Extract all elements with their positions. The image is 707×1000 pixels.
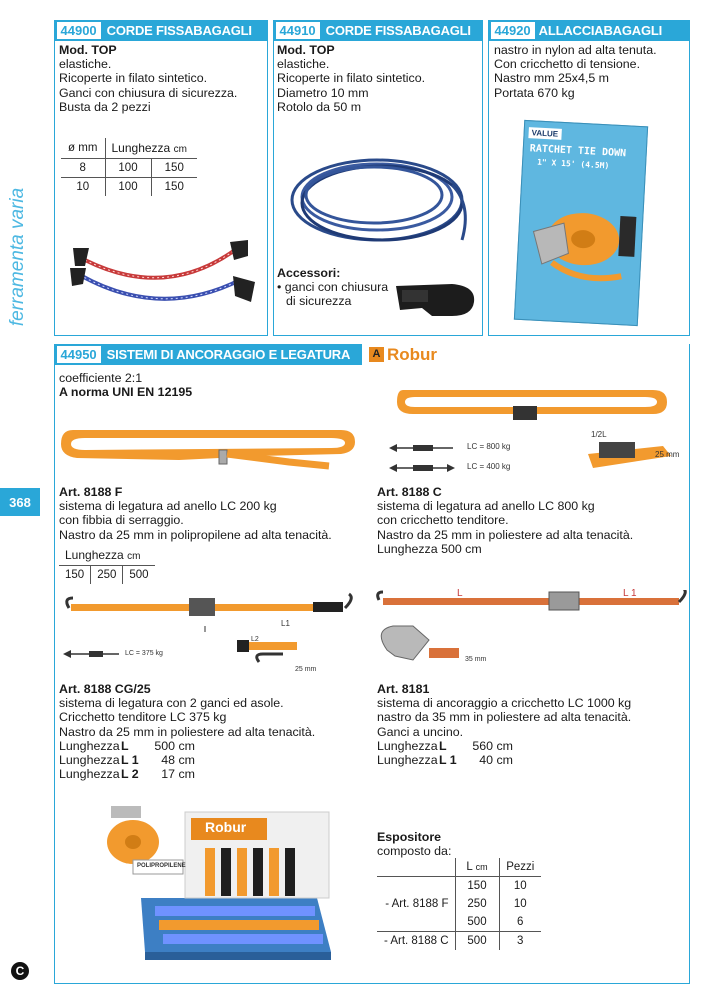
package-title: RATCHET TIE DOWN — [529, 143, 627, 160]
panel-title: SISTEMI DI ANCORAGGIO E LEGATURA — [106, 347, 351, 362]
intro — [59, 371, 192, 399]
display-box-image — [105, 802, 337, 962]
article-line: con cricchetto tenditore. — [377, 513, 509, 528]
table-row: 500 6 — [377, 913, 541, 932]
display-box-tag: POLIPROPILENE — [137, 863, 186, 869]
desc-line: Ganci con chiusura di sicurezza. — [59, 85, 238, 100]
spec-row: Lunghezza L 500 cm — [59, 738, 195, 753]
rope-coil-image — [282, 145, 478, 255]
brand-mark: C — [11, 962, 29, 980]
article-title: Art. 8181 — [377, 682, 430, 696]
article-8181 — [377, 682, 631, 767]
article-title: Art. 8188 C — [377, 485, 442, 499]
strap-8181-diagram — [373, 590, 691, 682]
article-line: sistema di legatura con 2 ganci ed asole. — [59, 696, 284, 711]
accessories-title: Accessori: — [277, 266, 341, 280]
robur-logo — [369, 345, 437, 364]
safety-hook-image — [392, 276, 480, 326]
article-line: sistema di ancoraggio a cricchetto LC 1000 kg — [377, 696, 632, 711]
panel-44920 — [488, 20, 690, 336]
article-title: Art. 8188 F — [59, 485, 123, 499]
diagram-label-width: 25 mm — [655, 450, 680, 459]
product-code: 44920 — [491, 22, 535, 39]
size-table — [61, 138, 197, 196]
panel-title: CORDE FISSABAGAGLI — [106, 23, 252, 38]
display-box-brand: Robur — [205, 819, 247, 835]
panel-44950 — [54, 344, 690, 984]
page-number: 368 — [0, 488, 40, 516]
desc-line: elastiche. — [59, 57, 112, 72]
article-8188c — [377, 485, 633, 556]
panel-header — [273, 20, 483, 41]
article-8188f — [59, 485, 332, 542]
display-title: Espositore — [377, 830, 442, 844]
package-brand: VALUE — [528, 127, 561, 140]
article-line: con fibbia di serraggio. — [59, 513, 184, 528]
panel-header — [488, 20, 690, 41]
article-line: sistema di legatura ad anello LC 200 kg — [59, 499, 277, 514]
length-header: Lunghezza cm — [65, 548, 141, 562]
desc-line: Busta da 2 pezzi — [59, 99, 151, 114]
diagram-label-l: L — [457, 588, 463, 599]
display-subtitle: composto da: — [377, 844, 452, 859]
strap-8188f-image — [59, 416, 359, 486]
table-header-length: Lunghezza cm — [111, 141, 187, 155]
desc-line: Portata 670 kg — [494, 85, 575, 100]
table-row: - Art. 8188 F 250 10 — [377, 895, 541, 913]
spec-row: Lunghezza L 1 40 cm — [377, 753, 513, 768]
side-strip — [0, 0, 40, 1000]
article-line: Nastro da 25 mm in poliestere ad alta tenacità. — [59, 724, 316, 739]
accessories-line: • ganci con chiusura — [277, 280, 389, 295]
panel-title: ALLACCIABAGAGLI — [538, 23, 663, 38]
diagram-label-half: 1/2L — [591, 430, 607, 439]
panel-header — [54, 344, 362, 365]
diagram-label-lc375: LC = 375 kg — [125, 650, 163, 657]
accessories — [277, 266, 388, 309]
desc-line: Diametro 10 mm — [277, 85, 369, 100]
article-line: sistema di legatura ad anello LC 800 kg — [377, 499, 595, 514]
product-code: 44900 — [57, 22, 101, 39]
table-row: 150 250 500 — [59, 566, 155, 585]
desc-line: elastiche. — [277, 57, 330, 72]
diagram-label-width: 25 mm — [295, 666, 317, 673]
strap-8188c-diagram — [373, 384, 691, 494]
spec-row: Lunghezza L 560 cm — [377, 738, 513, 753]
diagram-label-l1: L 1 — [623, 588, 637, 599]
table-row: 10 100 150 — [61, 178, 197, 197]
desc-line: Rotolo da 50 m — [277, 99, 362, 114]
diagram-label-l2: L2 — [251, 636, 259, 643]
package-subtitle: 1" X 15' (4.5M) — [536, 157, 610, 171]
robur-logo-icon: A — [369, 347, 384, 362]
section-label: ferramenta varia — [7, 187, 28, 327]
spec-row: Lunghezza L 2 17 cm — [59, 767, 195, 782]
model-line: Mod. TOP — [59, 43, 117, 57]
article-title: Art. 8188 CG/25 — [59, 682, 151, 696]
article-line: Nastro da 25 mm in polipropilene ad alta tenacità. — [59, 527, 332, 542]
product-code: 44910 — [276, 22, 320, 39]
product-description — [277, 43, 425, 114]
table-header-diameter: ø mm — [61, 138, 105, 159]
diagram-label-l1: L1 — [281, 619, 290, 628]
diagram-label-lc800: LC = 800 kg — [467, 442, 511, 451]
panel-header — [54, 20, 268, 41]
bungee-cords-image — [65, 220, 261, 330]
table-header-pieces: Pezzi — [499, 858, 541, 877]
desc-line: nastro in nylon ad alta tenuta. — [494, 43, 657, 57]
desc-line: Ricoperte in filato sintetico. — [59, 71, 208, 86]
article-line: Nastro da 25 mm in poliestere ad alta tenacità. — [377, 527, 634, 542]
panel-44910 — [273, 20, 483, 336]
norm: A norma UNI EN 12195 — [59, 385, 193, 400]
coefficient: coefficiente 2:1 — [59, 371, 143, 385]
display-table — [377, 858, 541, 950]
diagram-label-lc400: LC = 400 kg — [467, 462, 511, 471]
desc-line: Nastro mm 25x4,5 m — [494, 71, 609, 86]
article-8188cg25 — [59, 682, 315, 781]
table-header-article — [377, 858, 455, 877]
product-description — [59, 43, 237, 114]
product-description — [494, 43, 657, 100]
article-line: nastro da 35 mm in poliestere ad alta tenacità. — [377, 710, 632, 725]
accessories-line: di sicurezza — [286, 294, 352, 309]
article-line: Cricchetto tenditore LC 375 kg — [59, 710, 227, 725]
product-code: 44950 — [57, 346, 101, 363]
robur-brand: Robur — [387, 344, 438, 364]
article-line: Ganci a uncino. — [377, 724, 464, 739]
diagram-label-width: 35 mm — [465, 656, 487, 663]
table-row: 8 100 150 — [61, 159, 197, 178]
table-row: 150 10 — [377, 877, 541, 896]
ratchet-package-image — [514, 120, 648, 326]
panel-44900 — [54, 20, 268, 336]
table-row: - Art. 8188 C 500 3 — [377, 932, 541, 951]
model-line: Mod. TOP — [277, 43, 335, 57]
desc-line: Ricoperte in filato sintetico. — [277, 71, 426, 86]
panel-title: CORDE FISSABAGAGLI — [325, 23, 471, 38]
desc-line: Con cricchetto di tensione. — [494, 57, 641, 72]
length-table-8188f — [59, 545, 155, 584]
display-info — [377, 830, 451, 858]
table-header-length: L cm — [455, 858, 499, 877]
spec-row: Lunghezza L 1 48 cm — [59, 753, 195, 768]
article-line: Lunghezza 500 cm — [377, 541, 482, 556]
